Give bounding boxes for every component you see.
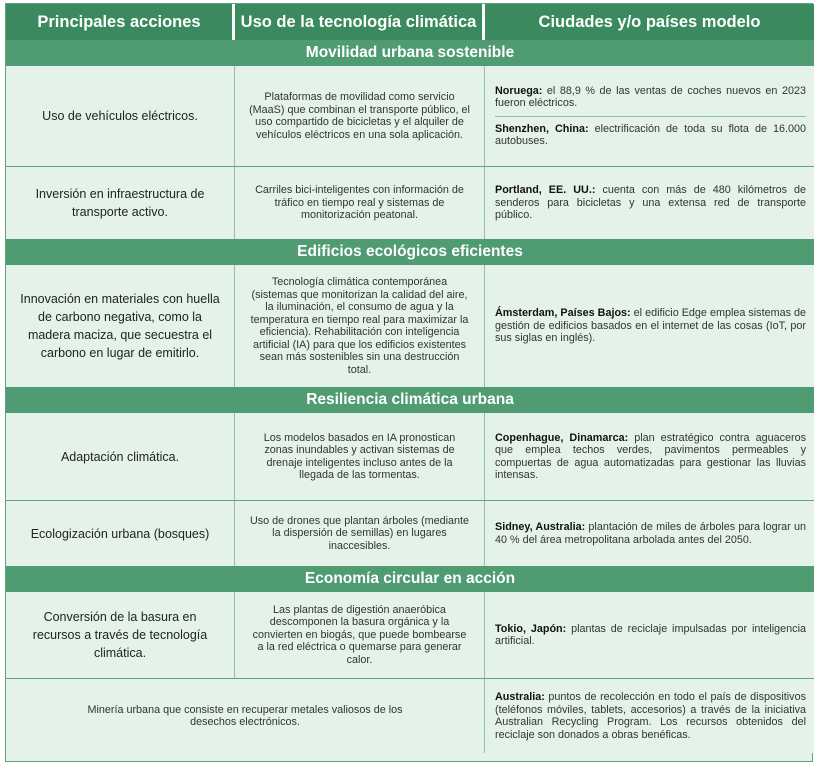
technology-cell: Las plantas de digestión anaeróbica descomponen la basura orgánica y la convierten en biogás, que puede bombearse a la red eléctrica o quemarse para generar calor. [235, 592, 485, 678]
example-item [495, 685, 806, 747]
section-title-movilidad: Movilidad urbana sostenible [6, 40, 814, 66]
header-cities: Ciudades y/o países modelo [485, 4, 814, 40]
action-cell: Inversión en infraestructura de transporte activo. [6, 166, 235, 239]
header-technology: Uso de la tecnología climática [235, 4, 485, 40]
examples-cell [485, 500, 814, 566]
example-place: Australia: [495, 691, 545, 703]
example-text: electrificación de toda su flota de 16.000 autobuses. [495, 122, 807, 147]
example-item [495, 301, 806, 351]
example-text: puntos de recolección en todo el país de dispositivos (teléfonos móviles, tablets, accesorios) a través de la iniciativa Australian Recycling Program. Los recursos obtenidos del reciclaje son donados a obras benéficas. [495, 691, 806, 741]
example-place: Noruega: [495, 84, 543, 97]
example-text: el edificio Edge emplea sistemas de gestión de edificios basados en el internet de las cosas (IoT, por sus siglas en inglés). [495, 307, 806, 345]
technology-cell: Los modelos basados en IA pronostican zonas inundables y activan sistemas de drenaje inteligentes incluso antes de la llegada de las tormentas. [235, 413, 485, 500]
examples-cell [485, 592, 814, 678]
header-actions: Principales acciones [6, 4, 235, 40]
section-title-resiliencia: Resiliencia climática urbana [6, 387, 814, 413]
section-title-economia: Economía circular en acción [6, 566, 814, 592]
technology-cell: Tecnología climática contemporánea (sistemas que monitorizan la calidad del aire, la iluminación, el consumo de agua y la temperatura en tiempo real para maximizar la eficiencia). Rehabilitación con inteligencia artificial (IA) para que los edificios existentes sean más sostenibles sin una destrucción total. [235, 265, 485, 387]
examples-cell [485, 265, 814, 387]
example-place: Shenzhen, China: [495, 122, 589, 135]
examples-cell [485, 413, 814, 500]
action-cell: Innovación en materiales con huella de carbono negativa, como la madera maciza, que secuestra el carbono en lugar de emitirlo. [6, 265, 235, 387]
example-item [495, 617, 806, 654]
example-place: Ámsterdam, Países Bajos: [495, 307, 631, 320]
example-text: el 88,9 % de las ventas de coches nuevos en 2023 fueron eléctricos. [495, 84, 806, 109]
example-text: plantas de reciclaje impulsadas por inteligencia artificial. [495, 622, 806, 647]
example-place: Sidney, Australia: [495, 521, 586, 533]
action-cell: Ecologización urbana (bosques) [6, 500, 235, 566]
action-cell: Conversión de la basura en recursos a través de tecnología climática. [6, 592, 235, 678]
example-text: plantación de miles de árboles para lograr un 40 % del área metropolitana arbolada antes del 2050. [495, 521, 806, 546]
examples-cell [485, 678, 814, 753]
example-item [495, 515, 806, 552]
example-item [495, 426, 806, 488]
example-item [495, 79, 806, 116]
example-place: Portland, EE. UU.: [495, 184, 596, 197]
action-cell: Uso de vehículos eléctricos. [6, 66, 235, 166]
climate-actions-table [5, 3, 813, 762]
examples-cell [485, 66, 814, 166]
section-title-edificios: Edificios ecológicos eficientes [6, 239, 814, 265]
technology-cell: Uso de drones que plantan árboles (mediante la dispersión de semillas) en lugares inaccesibles. [235, 500, 485, 566]
example-place: Copenhague, Dinamarca: [495, 431, 629, 444]
example-text: plan estratégico contra aguaceros que emplea techos verdes, pavimentos permeables y compuertas de agua automatizadas para gestionar las lluvias intensas. [495, 431, 806, 481]
action-cell: Adaptación climática. [6, 413, 235, 500]
technology-cell: Plataformas de movilidad como servicio (MaaS) que combinan el transporte público, el uso compartido de bicicletas y el alquiler de vehículos eléctricos en una sola aplicación. [235, 66, 485, 166]
example-place: Tokio, Japón: [495, 622, 567, 635]
example-text: cuenta con más de 480 kilómetros de senderos para bicicletas y una extensa red de transporte público. [495, 184, 806, 222]
examples-cell [485, 166, 814, 239]
example-item [495, 116, 806, 154]
technology-cell: Carriles bici-inteligentes con información de tráfico en tiempo real y sistemas de monitorización peatonal. [235, 166, 485, 239]
merged-action-technology-cell: Minería urbana que consiste en recuperar metales valiosos de los desechos electrónicos. [6, 678, 485, 753]
example-item [495, 178, 806, 228]
